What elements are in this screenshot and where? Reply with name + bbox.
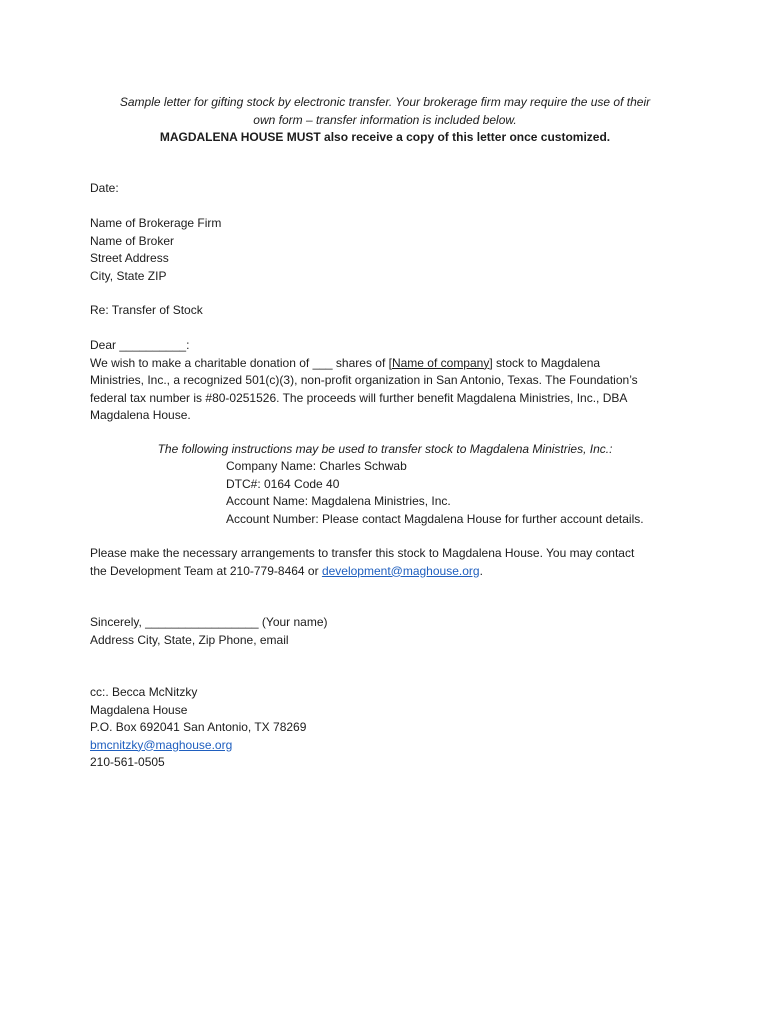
recipient-firm: Name of Brokerage Firm <box>90 216 222 230</box>
closing-signature: Sincerely, _________________ (Your name) <box>90 615 328 629</box>
header-note-line-1: Sample letter for gifting stock by electronic transfer. Your brokerage firm may require the use of their <box>119 95 651 109</box>
body-line-1-end: ] stock to Magdalena <box>489 355 601 370</box>
date-label: Date: <box>90 181 119 195</box>
body-line-1 <box>90 355 680 373</box>
body2-line-2-end: . <box>479 563 483 578</box>
header-note-line-2: own form – transfer information is included below. <box>253 112 517 127</box>
instruction-account-name: Account Name: Magdalena Ministries, Inc. <box>226 494 451 508</box>
closing <box>90 614 680 649</box>
instruction-company: Company Name: Charles Schwab <box>226 459 407 473</box>
recipient-street: Street Address <box>90 251 169 265</box>
re-subject: Re: Transfer of Stock <box>90 303 203 317</box>
salutation: Dear __________: <box>90 338 190 352</box>
letter-body-1 <box>90 337 680 425</box>
instructions-intro: The following instructions may be used to transfer stock to Magdalena Ministries, Inc.: <box>157 442 613 456</box>
date-line <box>90 180 680 198</box>
recipient-broker: Name of Broker <box>90 233 175 248</box>
recipient-city: City, State ZIP <box>90 268 167 283</box>
body2-line-2 <box>90 563 680 581</box>
development-email-link[interactable]: development@maghouse.org <box>321 563 480 578</box>
cc-name: cc:. Becca McNitzky <box>90 685 198 699</box>
body-line-3: federal tax number is #80-0251526. The proceeds will further benefit Magdalena Ministries, Inc., DBA <box>90 390 628 405</box>
letter-header <box>90 94 680 147</box>
transfer-instructions <box>226 458 686 528</box>
cc-email-link[interactable]: bmcnitzky@maghouse.org <box>90 737 233 752</box>
re-line <box>90 302 680 320</box>
cc-phone: 210-561-0505 <box>90 755 165 769</box>
cc-org: Magdalena House <box>90 702 188 717</box>
body-line-2: Ministries, Inc., a recognized 501(c)(3), non-profit organization in San Antonio, Texas. The Foundation’s <box>90 373 638 387</box>
cc-email-line <box>90 737 680 755</box>
closing-address: Address City, State, Zip Phone, email <box>90 632 289 647</box>
body2-line-2-start: the Development Team at 210-779-8464 or <box>90 563 322 578</box>
header-notice: MAGDALENA HOUSE MUST also receive a copy of this letter once customized. <box>159 130 611 144</box>
recipient-address <box>90 215 680 285</box>
cc-address: P.O. Box 692041 San Antonio, TX 78269 <box>90 720 307 734</box>
cc-block <box>90 684 680 772</box>
body-line-4: Magdalena House. <box>90 408 191 422</box>
instruction-account-number: Account Number: Please contact Magdalena House for further account details. <box>226 511 644 526</box>
body-line-1-start: We wish to make a charitable donation of ___ shares of [ <box>90 355 392 370</box>
instruction-dtc: DTC#: 0164 Code 40 <box>226 476 340 491</box>
company-placeholder: Name of company <box>391 355 490 370</box>
letter-body-2 <box>90 545 680 580</box>
body2-line-1: Please make the necessary arrangements to transfer this stock to Magdalena House. You may contact <box>90 546 635 560</box>
